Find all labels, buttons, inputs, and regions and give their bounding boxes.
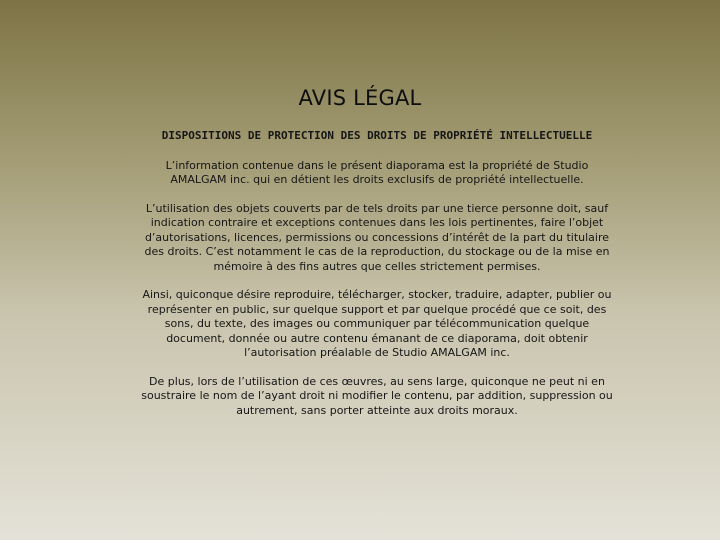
slide-content [140,129,614,432]
paragraph-ownership: L’information contenue dans le présent diaporama est la propriété de Studio AMALGAM inc. qui en détient les droits exclusifs de propriété intellectuelle. [165,158,589,186]
slide-title: AVIS LÉGAL [298,86,422,110]
paragraph-authorization: Ainsi, quiconque désire reproduire, télécharger, stocker, traduire, adapter, publier ou représenter en public, sur quelque support et par quelque procédé que ce soit, des sons, du texte, des images ou communiquer par télécommunication quelque document, donnée ou autre contenu émanant de ce diaporama, doit obtenir l’autorisation préalable de Studio AMALGAM inc. [142,288,612,359]
paragraph-moral-rights: De plus, lors de l’utilisation de ces œuvres, au sens large, quiconque ne peut ni en soustraire le nom de l’ayant droit ni modifier le contenu, par addition, suppression ou autrement, sans porter atteinte aux droits moraux. [141,374,613,417]
paragraph-usage-rights: L’utilisation des objets couverts par de tels droits par une tierce personne doit, sauf indication contraire et exceptions contenues dans les lois pertinentes, faire l’objet d’autorisations, licences, permissions ou concessions d’intérêt de la part du titulaire des droits. C’est notamment le cas de la reproduction, du stockage ou de la mise en mémoire à des fins autres que celles strictement permises. [144,201,610,273]
slide-subtitle: DISPOSITIONS DE PROTECTION DES DROITS DE PROPRIÉTÉ INTELLECTUELLE [161,129,593,142]
